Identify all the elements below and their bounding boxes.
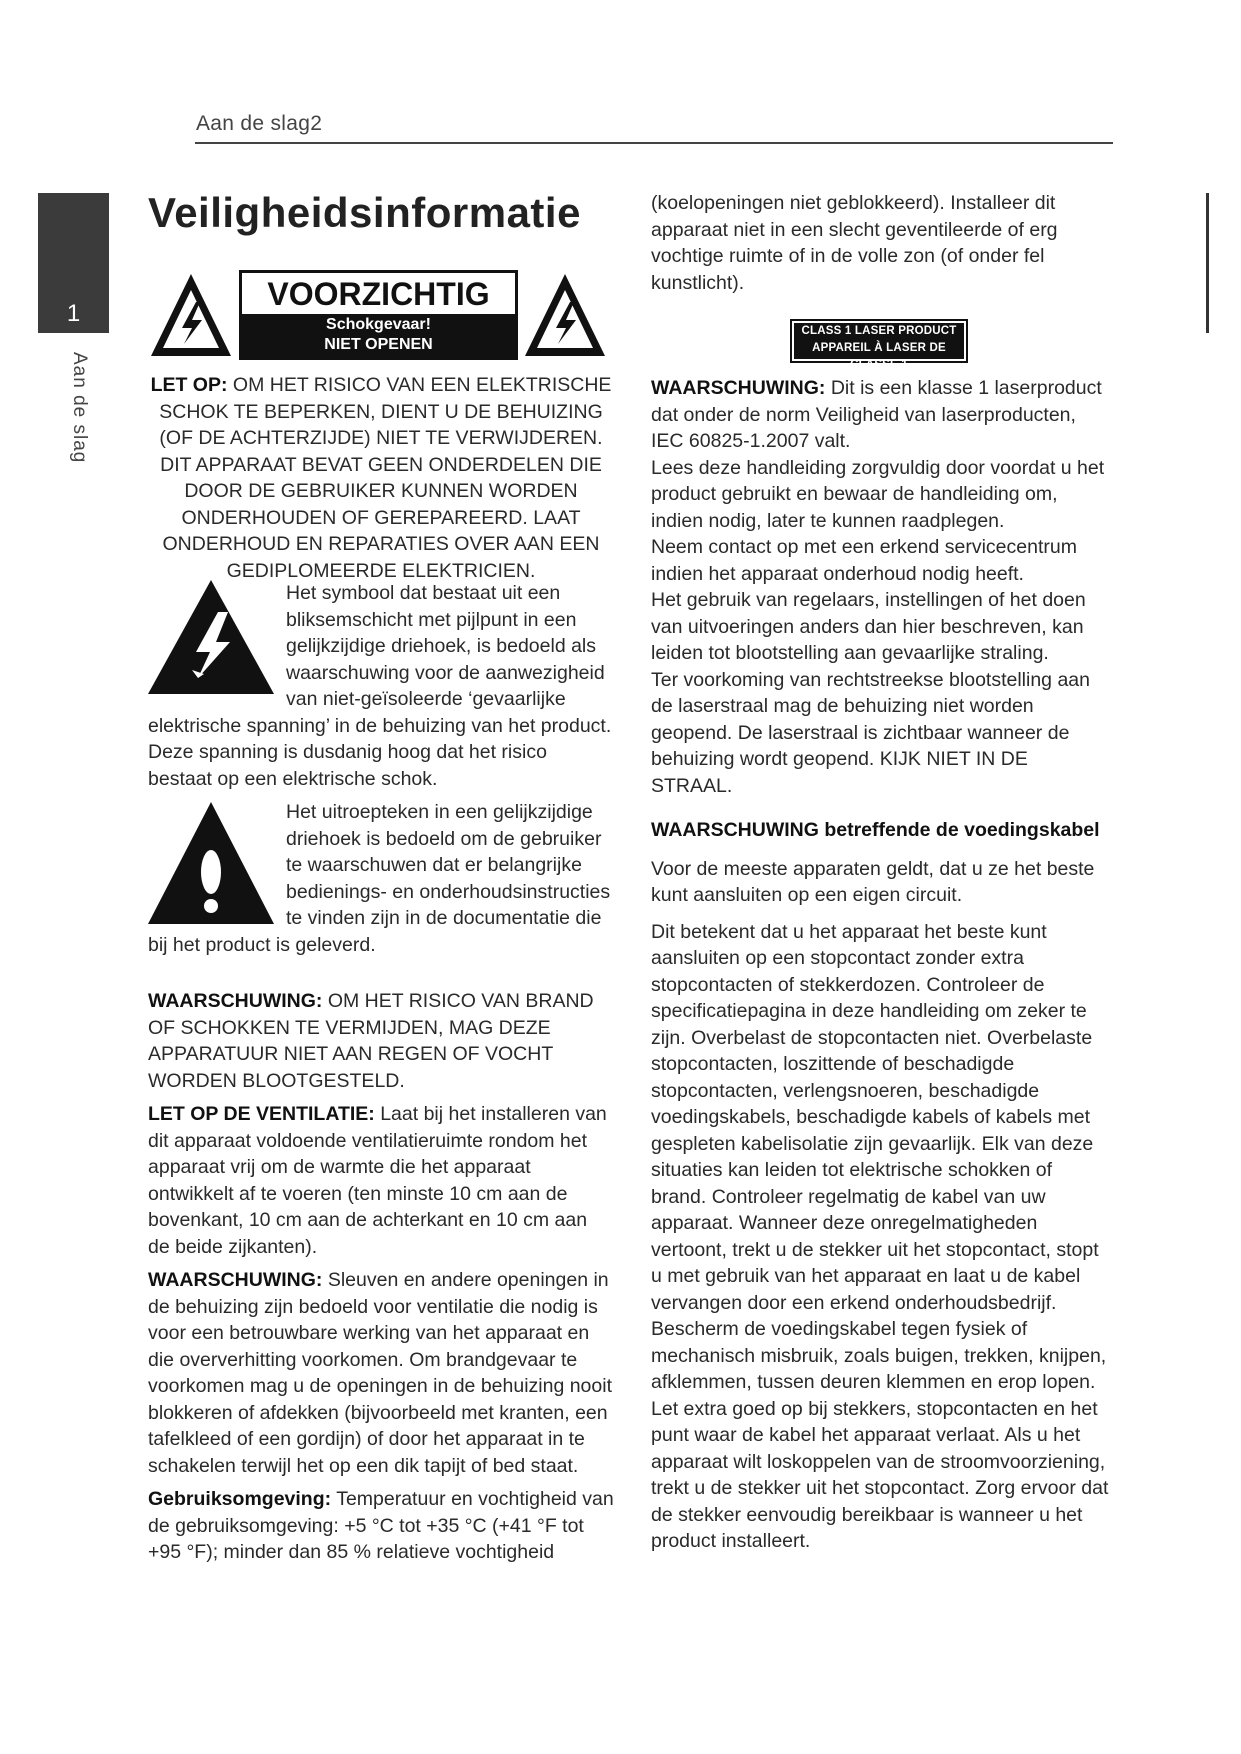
right-edge-bar xyxy=(1206,193,1209,333)
let-op-text: OM HET RISICO VAN EEN ELEKTRISCHE SCHOK TE BEPERKEN, DIENT U DE BEHUIZING (OF DE ACHTERZIJDE) NIET TE VERWIJDEREN. DIT APPARAAT BEVAT GEEN ONDERDELEN DIE DOOR DE GEBRUIKER KUNNEN WORDEN ONDERHOUDEN OF GEREPAREERD. LAAT ONDERHOUD EN REPARATIES OVER AAN EEN GEDIPLOMEERDE ELEKTRICIEN. xyxy=(159,374,612,582)
laser-label-line1: CLASS 1 LASER PRODUCT xyxy=(801,325,957,337)
environment-label: Gebruiksomgeving: xyxy=(148,1488,332,1510)
warning-openings-label: WAARSCHUWING: xyxy=(148,1269,323,1291)
laser-warning-text: Dit is een klasse 1 laserproduct dat onder de norm Veiligheid van laserproducten, IEC 60825-1.2007 valt. xyxy=(651,377,1102,452)
lightning-symbol-text: Het symbool dat bestaat uit een bliksemschicht met pijlpunt in een gelijkzijdige driehoek, is bedoeld als waarschuwing voor de aanwezigheid van niet-geïsoleerde ‘gevaarlijke elektrische spanning’ in de behuizing van het product. Deze spanning is dusdanig hoog dat het risico bestaat op een elektrische schok. xyxy=(148,582,612,790)
power-cord-heading: WAARSCHUWING betreffende de voedingskabel xyxy=(651,819,1100,841)
warning-openings-paragraph xyxy=(148,1267,614,1479)
header-rule xyxy=(195,142,1113,144)
environment-continued: (koelopeningen niet geblokkeerd). Installeer dit apparaat niet in een slecht geventileerde of erg vochtige ruimte of in de volle zon (of onder fel kunstlicht). xyxy=(651,192,1058,294)
laser-paragraph: Ter voorkoming van rechtstreekse blootstelling aan de laserstraal mag de behuizing niet worden geopend. De laserstraal is zichtbaar wanneer de behuizing wordt geopend. KIJK NIET IN DE STRAAL. xyxy=(651,668,1090,797)
caution-heading: VOORZICHTIG xyxy=(267,276,490,312)
caution-line2: NIET OPENEN xyxy=(324,336,433,353)
lightning-float-spacer xyxy=(148,580,286,712)
environment-text: Temperatuur en vochtigheid van de gebruiksomgeving: +5 °C tot +35 °C (+41 °F tot +95 °F); minder dan 85 % relatieve vochtigheid xyxy=(148,1488,614,1563)
header-section: Aan de slag xyxy=(196,112,311,135)
power-cord-paragraph-2: Dit betekent dat u het apparaat het beste kunt aansluiten op een stopcontact zonder extra stopcontacten of stekkerdozen. Controleer de specificatiepagina in deze handleiding om zeker te zijn. Overbelast de stopcontacten niet. Overbelaste stopcontacten, loszittende of beschadigde stopcontacten, verlengsnoeren, beschadigde voedingskabels, beschadigde kabels of kabels met gespleten kabelisolatie zijn gevaarlijk. Elk van deze situaties kan leiden tot elektrische schokken of brand. Controleer regelmatig de kabel van uw apparaat. Wanneer deze onregelmatigheden vertoont, trekt u de stekker uit het stopcontact, stopt u met gebruik van het apparaat en laat u de kabel vervangen door een erkend onderhoudsbedrijf. Bescherm de voedingskabel tegen fysiek of mechanisch misbruik, zoals buigen, trekken, knijpen, afklemmen, tussen deuren klemmen en erop lopen. Let extra goed op bij stekkers, stopcontacten en het punt waar de kabel het apparaat verlaat. Als u het apparaat wilt loskoppelen van de stroomvoorziening, trekt u de stekker uit het stopcontact. Zorg ervoor dat de stekker eenvoudig bereikbaar is wanneer u het product installeert. xyxy=(651,920,1109,1552)
exclamation-symbol-paragraph xyxy=(148,799,614,958)
warning-fire-label: WAARSCHUWING: xyxy=(148,990,323,1012)
shock-warning-icon-right xyxy=(522,270,608,360)
exclamation-symbol-text: Het uitroepteken in een gelijkzijdige driehoek is bedoeld om de gebruiker te waarschuwen dat er belangrijke bedienings- en onderhoudsinstructies te vinden zijn in de documentatie die bij het product is geleverd. xyxy=(148,801,611,956)
environment-paragraph xyxy=(148,1486,614,1566)
chapter-label: Aan de slag xyxy=(69,352,90,464)
caution-label xyxy=(239,270,518,360)
laser-paragraph: Lees deze handleiding zorgvuldig door voordat u het product gebruikt en bewaar de handleiding om, indien nodig, later te kunnen raadplegen. xyxy=(651,456,1105,532)
lightning-symbol-paragraph xyxy=(148,580,614,792)
power-cord-paragraph-1: Voor de meeste apparaten geldt, dat u ze het beste kunt aansluiten op een eigen circuit. xyxy=(651,857,1095,906)
warning-fire-text: OM HET RISICO VAN BRAND OF SCHOKKEN TE VERMIJDEN, MAG DEZE APPARATUUR NIET AAN REGEN OF VOCHT WORDEN BLOOTGESTELD. xyxy=(148,990,594,1092)
laser-warning-label: WAARSCHUWING: xyxy=(651,377,826,399)
exclamation-float-spacer xyxy=(148,799,286,931)
ventilation-label: LET OP DE VENTILATIE: xyxy=(148,1103,375,1125)
warning-fire-paragraph xyxy=(148,988,614,1094)
laser-warning-paragraph xyxy=(651,375,1111,455)
caution-line1: Schokgevaar! xyxy=(326,316,431,333)
laser-class-label xyxy=(790,319,968,371)
chapter-number: 1 xyxy=(66,300,81,327)
warning-openings-text: Sleuven en andere openingen in de behuizing zijn bedoeld voor ventilatie die nodig is voor een betrouwbare werking van het apparaat en die oververhitting voorkomen. Om brandgevaar te voorkomen mag u de openingen in de behuizing nooit blokkeren of afdekken (bijvoorbeeld met kranten, een tafelkleed of een gordijn) of door het apparaat in te schakelen terwijl het op een dik tapijt of bed staat. xyxy=(148,1269,613,1477)
ventilation-text: Laat bij het installeren van dit apparaat voldoende ventilatieruimte rondom het apparaat vrij om de warmte die het apparaat ontwikkelt af te voeren (ten minste 10 cm aan de bovenkant, 10 cm aan de achterkant en 10 cm aan de beide zijkanten). xyxy=(148,1103,607,1258)
let-op-label: LET OP: xyxy=(150,374,228,396)
let-op-paragraph xyxy=(148,372,614,584)
page-title: Veiligheidsinformatie xyxy=(148,189,581,236)
running-header xyxy=(196,112,322,136)
laser-paragraph: Het gebruik van regelaars, instellingen of het doen van uitvoeringen anders dan hier beschreven, kan leiden tot blootstelling aan gevaarlijke straling. xyxy=(651,589,1086,664)
left-column-text xyxy=(148,988,614,1566)
shock-warning-icon xyxy=(148,270,234,360)
laser-paragraph: Neem contact op met een erkend servicecentrum indien het apparaat onderhoud nodig heeft. xyxy=(651,536,1077,585)
ventilation-paragraph xyxy=(148,1101,614,1260)
caution-subtext xyxy=(242,314,515,357)
power-cord-section xyxy=(651,817,1111,1555)
laser-label-line2: APPAREIL À LASER DE CLASSE 1 xyxy=(812,342,946,371)
page-number: 2 xyxy=(310,112,323,135)
laser-section xyxy=(651,375,1111,799)
